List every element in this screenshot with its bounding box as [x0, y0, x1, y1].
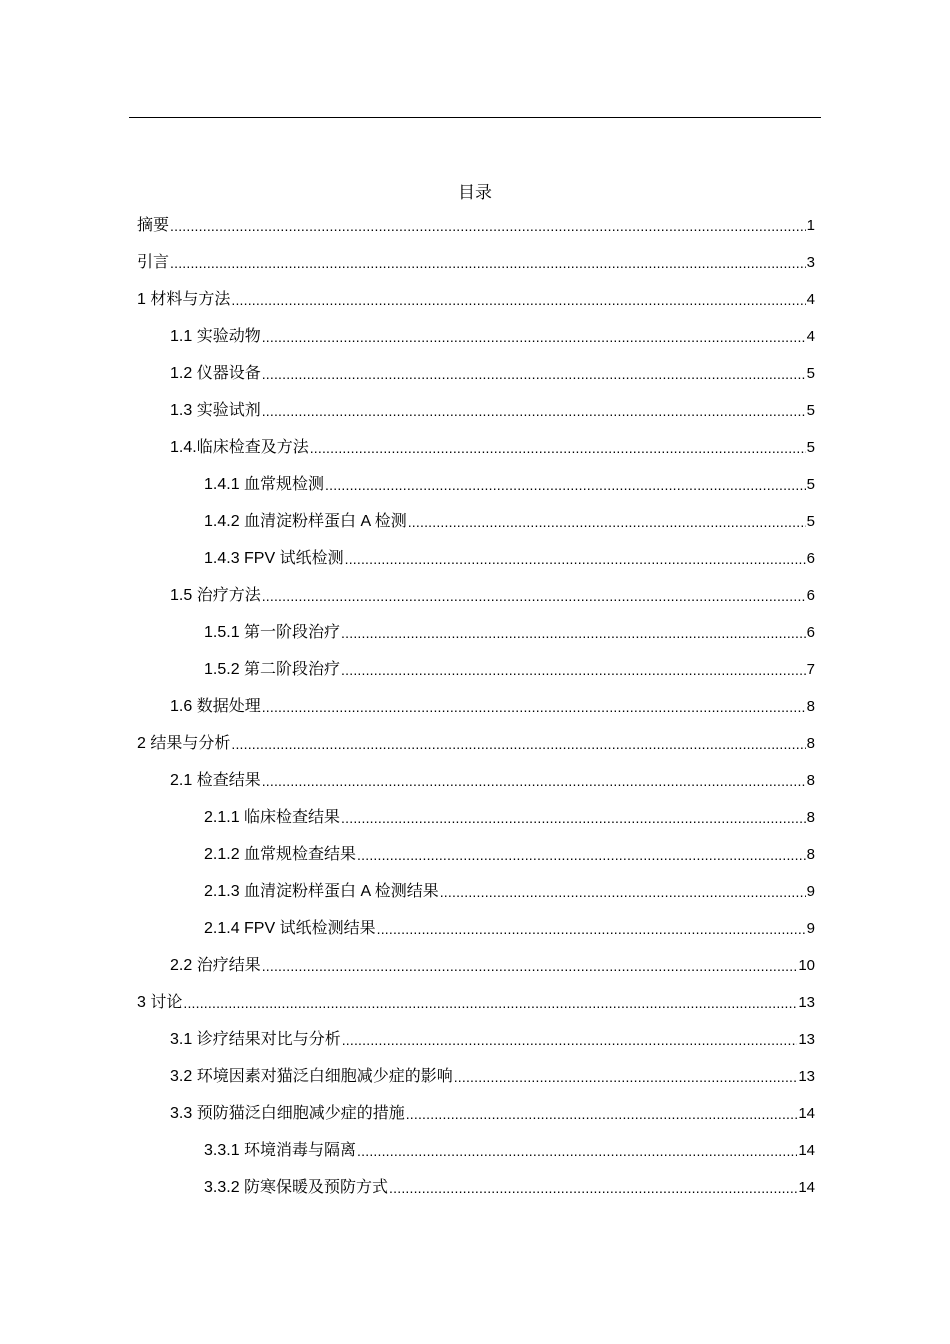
toc-entry-label: 1.1 实验动物	[170, 328, 261, 345]
toc-dot-leader	[389, 1178, 797, 1203]
toc-dot-leader	[262, 364, 806, 389]
toc-entry-page: 5	[806, 476, 815, 493]
table-of-contents	[137, 204, 815, 1203]
toc-entry[interactable]	[137, 944, 815, 981]
toc-entry-label: 1.4.1 血常规检测	[204, 476, 325, 493]
toc-dot-leader	[262, 956, 798, 981]
header-rule	[129, 117, 821, 118]
toc-entry-label: 3.3 预防猫泛白细胞减少症的措施	[170, 1105, 405, 1122]
toc-entry[interactable]	[137, 1055, 815, 1092]
toc-entry-page: 8	[806, 698, 815, 715]
toc-dot-leader	[341, 660, 806, 685]
toc-dot-leader	[262, 697, 806, 722]
toc-entry-label: 1 材料与方法	[137, 291, 231, 308]
toc-entry-label: 1.4.临床检查及方法	[170, 439, 309, 456]
toc-entry-label: 1.5 治疗方法	[170, 587, 261, 604]
toc-dot-leader	[377, 919, 806, 944]
toc-entry[interactable]	[137, 722, 815, 759]
toc-dot-leader	[231, 734, 805, 759]
toc-entry[interactable]	[137, 1018, 815, 1055]
toc-entry-page: 14	[798, 1179, 815, 1196]
toc-entry[interactable]	[137, 500, 815, 537]
toc-entry[interactable]	[137, 204, 815, 241]
toc-entry[interactable]	[137, 648, 815, 685]
toc-entry-label: 2.1.2 血常规检查结果	[204, 846, 357, 863]
toc-dot-leader	[357, 845, 806, 870]
toc-entry[interactable]	[137, 796, 815, 833]
toc-dot-leader	[406, 1104, 798, 1129]
toc-dot-leader	[262, 401, 806, 426]
toc-entry[interactable]	[137, 389, 815, 426]
toc-entry-label: 2.1.1 临床检查结果	[204, 809, 341, 826]
toc-dot-leader	[342, 1030, 798, 1055]
toc-entry[interactable]	[137, 463, 815, 500]
toc-entry-page: 5	[806, 439, 815, 456]
toc-dot-leader	[262, 586, 806, 611]
toc-entry[interactable]	[137, 833, 815, 870]
toc-entry[interactable]	[137, 907, 815, 944]
toc-entry[interactable]	[137, 611, 815, 648]
toc-entry-label: 2.2 治疗结果	[170, 957, 261, 974]
toc-entry[interactable]	[137, 278, 815, 315]
toc-entry[interactable]	[137, 1166, 815, 1203]
toc-entry-page: 13	[798, 1031, 815, 1048]
toc-dot-leader	[170, 216, 806, 241]
toc-entry-page: 8	[806, 809, 815, 826]
toc-dot-leader	[262, 771, 806, 796]
toc-dot-leader	[357, 1141, 797, 1166]
toc-entry-page: 6	[806, 587, 815, 604]
toc-entry-page: 5	[806, 365, 815, 382]
toc-entry[interactable]	[137, 574, 815, 611]
toc-entry-label: 1.5.2 第二阶段治疗	[204, 661, 341, 678]
toc-entry-page: 13	[798, 994, 815, 1011]
toc-entry-page: 7	[806, 661, 815, 678]
toc-dot-leader	[231, 290, 805, 315]
toc-dot-leader	[440, 882, 806, 907]
toc-entry-page: 4	[806, 328, 815, 345]
toc-title: 目录	[458, 183, 492, 202]
toc-entry[interactable]	[137, 685, 815, 722]
toc-entry-page: 6	[806, 624, 815, 641]
toc-entry-label: 引言	[137, 254, 170, 271]
toc-entry-page: 1	[806, 217, 815, 234]
toc-entry-label: 1.4.2 血清淀粉样蛋白 A 检测	[204, 513, 407, 530]
toc-entry-page: 9	[806, 883, 815, 900]
toc-entry-label: 1.3 实验试剂	[170, 402, 261, 419]
toc-entry-page: 9	[806, 920, 815, 937]
toc-entry-page: 13	[798, 1068, 815, 1085]
toc-entry-page: 8	[806, 772, 815, 789]
toc-entry-label: 摘要	[137, 217, 170, 234]
toc-entry-label: 3.2 环境因素对猫泛白细胞减少症的影响	[170, 1068, 453, 1085]
toc-entry[interactable]	[137, 537, 815, 574]
toc-entry-page: 10	[798, 957, 815, 974]
toc-dot-leader	[408, 512, 806, 537]
toc-dot-leader	[325, 475, 806, 500]
toc-entry[interactable]	[137, 981, 815, 1018]
toc-dot-leader	[341, 623, 806, 648]
toc-entry[interactable]	[137, 241, 815, 278]
toc-entry-page: 8	[806, 846, 815, 863]
toc-entry[interactable]	[137, 426, 815, 463]
toc-entry-label: 2.1.4 FPV 试纸检测结果	[204, 920, 376, 937]
toc-dot-leader	[183, 993, 797, 1018]
toc-entry-label: 1.4.3 FPV 试纸检测	[204, 550, 344, 567]
toc-entry[interactable]	[137, 352, 815, 389]
toc-entry-page: 5	[806, 513, 815, 530]
toc-dot-leader	[170, 253, 806, 278]
toc-entry-page: 3	[806, 254, 815, 271]
toc-entry-label: 2.1.3 血清淀粉样蛋白 A 检测结果	[204, 883, 439, 900]
toc-entry[interactable]	[137, 315, 815, 352]
toc-entry-page: 8	[806, 735, 815, 752]
toc-entry-label: 1.2 仪器设备	[170, 365, 261, 382]
toc-entry-page: 14	[798, 1142, 815, 1159]
toc-dot-leader	[262, 327, 806, 352]
toc-entry-label: 3.3.2 防寒保暖及预防方式	[204, 1179, 389, 1196]
toc-entry-label: 3.3.1 环境消毒与隔离	[204, 1142, 357, 1159]
toc-dot-leader	[341, 808, 806, 833]
toc-dot-leader	[310, 438, 806, 463]
toc-entry-label: 1.5.1 第一阶段治疗	[204, 624, 341, 641]
toc-entry-page: 6	[806, 550, 815, 567]
toc-entry-label: 1.6 数据处理	[170, 698, 261, 715]
toc-entry[interactable]	[137, 870, 815, 907]
toc-entry-page: 5	[806, 402, 815, 419]
toc-entry-page: 4	[806, 291, 815, 308]
toc-entry-label: 3.1 诊疗结果对比与分析	[170, 1031, 341, 1048]
toc-dot-leader	[345, 549, 806, 574]
toc-entry[interactable]	[137, 1092, 815, 1129]
toc-entry-label: 2.1 检查结果	[170, 772, 261, 789]
toc-entry[interactable]	[137, 1129, 815, 1166]
toc-dot-leader	[454, 1067, 798, 1092]
toc-entry[interactable]	[137, 759, 815, 796]
toc-entry-label: 3 讨论	[137, 994, 183, 1011]
toc-entry-label: 2 结果与分析	[137, 735, 231, 752]
toc-entry-page: 14	[798, 1105, 815, 1122]
